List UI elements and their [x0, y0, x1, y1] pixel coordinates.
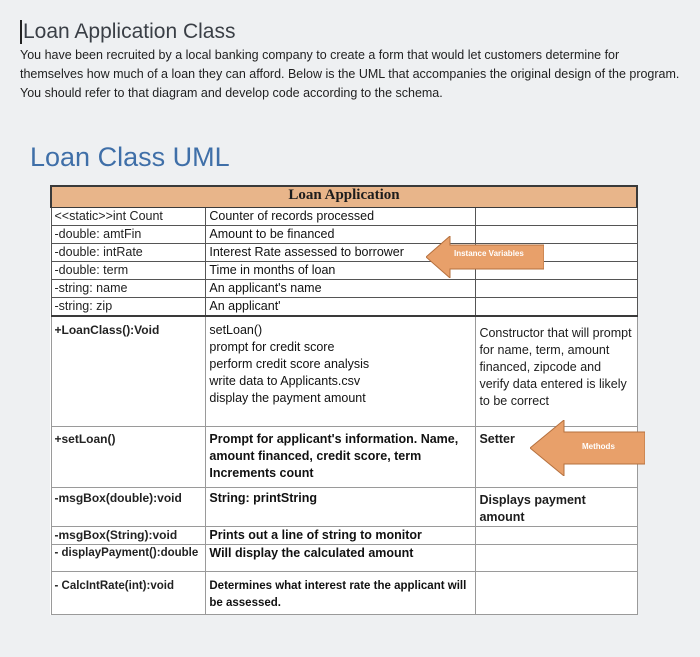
attribute-desc: An applicant's name [206, 280, 476, 298]
method-row [51, 545, 637, 572]
method-row [51, 316, 637, 427]
uml-class-diagram [50, 185, 638, 615]
attribute-desc: Counter of records processed [206, 208, 476, 226]
method-note [476, 545, 637, 572]
attribute-desc: Interest Rate assessed to borrower [206, 244, 476, 262]
method-name: +setLoan() [51, 427, 206, 488]
methods-arrow [530, 420, 645, 476]
method-name: - displayPayment():double [51, 545, 206, 572]
methods-label: Methods [582, 442, 615, 451]
method-desc: setLoan() prompt for credit score perform credit score analysis write data to Applicants.csv display the payment amount [206, 316, 476, 427]
method-note: Setter [476, 427, 637, 488]
class-name: Loan Application [51, 186, 637, 208]
page-title: Loan Application Class [20, 20, 235, 44]
uml-header-row [51, 186, 637, 208]
attribute-note [476, 280, 637, 298]
attribute-row [51, 208, 637, 226]
method-note [476, 527, 637, 545]
attribute-name: -double: intRate [51, 244, 206, 262]
attribute-name: -string: name [51, 280, 206, 298]
attribute-row [51, 226, 637, 244]
attribute-desc: Time in months of loan [206, 262, 476, 280]
instance-variables-label: Instance Variables [454, 249, 524, 258]
method-desc: Prints out a line of string to monitor [206, 527, 476, 545]
attribute-name: -double: amtFin [51, 226, 206, 244]
method-desc: Prompt for applicant's information. Name, amount financed, credit score, term Increments count [206, 427, 476, 488]
method-name: - CalcIntRate(int):void [51, 572, 206, 615]
uml-title: Loan Class UML [30, 142, 230, 172]
method-desc: String: printString [206, 488, 476, 527]
method-row [51, 527, 637, 545]
attribute-row [51, 280, 637, 298]
method-name: -msgBox(double):void [51, 488, 206, 527]
method-desc: Determines what interest rate the applicant will be assessed. [206, 572, 476, 615]
method-note: Displays payment amount [476, 488, 637, 527]
attribute-desc: Amount to be financed [206, 226, 476, 244]
method-name: +LoanClass():Void [51, 316, 206, 427]
method-desc: Will display the calculated amount [206, 545, 476, 572]
attribute-name: <<static>>int Count [51, 208, 206, 226]
method-row [51, 488, 637, 527]
attribute-note [476, 298, 637, 317]
method-row [51, 572, 637, 615]
attribute-row [51, 298, 637, 317]
method-note [476, 572, 637, 615]
attribute-row [51, 262, 637, 280]
attribute-note [476, 208, 637, 226]
attribute-desc: An applicant' [206, 298, 476, 317]
intro-paragraph: You have been recruited by a local banking company to create a form that would let customers determine for themselves how much of a loan they can afford. Below is the UML that accompanies the original design of the program. You should refer to that diagram and develop code according to the schema. [20, 48, 680, 100]
attribute-name: -string: zip [51, 298, 206, 317]
instance-variables-arrow [426, 236, 544, 278]
attribute-name: -double: term [51, 262, 206, 280]
attribute-row [51, 244, 637, 262]
method-name: -msgBox(String):void [51, 527, 206, 545]
method-note: Constructor that will prompt for name, term, amount financed, zipcode and verify data entered is likely to be correct [476, 316, 637, 427]
